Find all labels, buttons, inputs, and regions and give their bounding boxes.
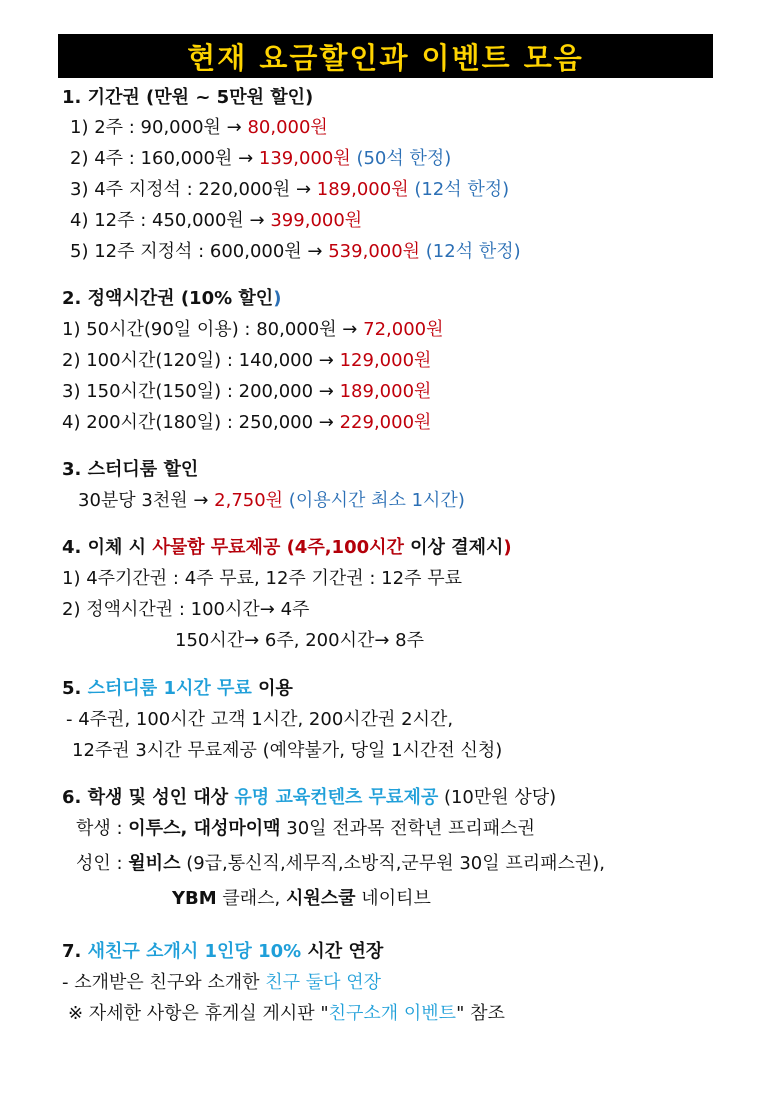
- s6-line3-rest: 네이티브: [355, 888, 431, 909]
- s6-adult-line: [76, 852, 605, 876]
- s6-line3-mid: 클래스,: [216, 888, 287, 909]
- s7-line-1: [62, 971, 381, 995]
- s2-item-1: [62, 318, 444, 342]
- s2-item-3: [62, 380, 431, 404]
- s7-line2-post: " 참조: [456, 1003, 505, 1024]
- section6-heading: [62, 786, 556, 810]
- s5-line-1: - 4주권, 100시간 고객 1시간, 200시간권 2시간,: [66, 709, 454, 730]
- s6-adult-rest: (9급,통신직,세무직,소방직,군무원 30일 프리패스권),: [180, 853, 606, 874]
- s5-heading-b: 스터디룸 1시간 무료: [87, 678, 252, 699]
- s7-heading-a: 7.: [62, 941, 88, 962]
- s2-item-4: [62, 411, 431, 435]
- s2-item-2: [62, 349, 431, 373]
- s1-item-5-note: (12석 한정): [420, 241, 521, 262]
- title-banner: [58, 34, 713, 78]
- section2-heading: [62, 287, 281, 311]
- s2-item-2-pre: 2) 100시간(120일) : 140,000 →: [62, 350, 340, 371]
- s2-item-1-pre: 1) 50시간(90일 이용) : 80,000원 →: [62, 319, 364, 340]
- s1-item-1: [70, 116, 328, 140]
- s4-line-3: 150시간→ 6주, 200시간→ 8주: [175, 630, 424, 651]
- s1-item-2-price: 139,000원: [258, 148, 351, 169]
- s6-line3-bold2: 시원스쿨: [286, 888, 356, 909]
- s6-adult-bold: 윌비스: [128, 853, 181, 874]
- s2-item-3-pre: 3) 150시간(150일) : 200,000 →: [62, 381, 340, 402]
- s3-line: [78, 489, 465, 513]
- s2-item-1-price: 72,000원: [363, 319, 444, 340]
- section5-heading: [62, 677, 293, 701]
- s5-heading-a: 5.: [62, 678, 88, 699]
- s6-heading-a: 6. 학생 및 성인 대상: [62, 787, 235, 808]
- s2-heading-text: 2. 정액시간권 (10% 할인: [62, 288, 274, 309]
- s1-item-2: [70, 147, 451, 171]
- s4-heading-c: 이상 결제시: [403, 537, 504, 558]
- s3-price: 2,750원: [214, 490, 284, 511]
- s1-item-3-price: 189,000원: [316, 179, 409, 200]
- s7-heading-c: 시간 연장: [301, 941, 384, 962]
- s1-item-5-pre: 5) 12주 지정석 : 600,000원 →: [70, 241, 329, 262]
- s6-student-bold: 이투스, 대성마이맥: [128, 818, 281, 839]
- section1-heading: 1. 기간권 (만원 ~ 5만원 할인): [62, 87, 314, 108]
- s4-heading-a: 4. 이체 시: [62, 537, 153, 558]
- s6-adult-label: 성인 :: [76, 853, 129, 874]
- s1-item-5: [70, 240, 521, 264]
- s7-line-2: [68, 1002, 505, 1026]
- s2-heading-paren: ): [273, 288, 282, 309]
- s2-item-4-pre: 4) 200시간(180일) : 250,000 →: [62, 412, 340, 433]
- s7-line2-blue: 친구소개 이벤트: [328, 1003, 457, 1024]
- s3-note: (이용시간 최소 1시간): [283, 490, 465, 511]
- s2-item-2-price: 129,000원: [339, 350, 432, 371]
- s6-student-line: [76, 817, 535, 841]
- s2-item-3-price: 189,000원: [339, 381, 432, 402]
- section3-heading: 3. 스터디룸 할인: [62, 459, 199, 480]
- s7-line1-pre: - 소개받은 친구와 소개한: [62, 972, 266, 993]
- s4-heading-b: 사물함 무료제공 (4주,100시간: [152, 537, 404, 558]
- s1-item-3-note: (12석 한정): [408, 179, 510, 200]
- s1-item-4: [70, 209, 362, 233]
- s1-item-2-note: (50석 한정): [350, 148, 452, 169]
- s4-line-1: 1) 4주기간권 : 4주 무료, 12주 기간권 : 12주 무료: [62, 568, 462, 589]
- s6-line-3: [172, 887, 431, 911]
- s7-line1-blue: 친구 둘다 연장: [265, 972, 382, 993]
- s4-heading-d: ): [503, 537, 512, 558]
- s3-pre: 30분당 3천원 →: [78, 490, 215, 511]
- s5-line-2: 12주권 3시간 무료제공 (예약불가, 당일 1시간전 신청): [72, 740, 503, 761]
- s1-item-3: [70, 178, 509, 202]
- s6-heading-c: (10만원 상당): [438, 787, 557, 808]
- s7-line2-pre: ※ 자세한 사항은 휴게실 게시판 ": [68, 1003, 329, 1024]
- s6-student-label: 학생 :: [76, 818, 129, 839]
- s4-line-2: 2) 정액시간권 : 100시간→ 4주: [62, 599, 310, 620]
- s1-item-4-pre: 4) 12주 : 450,000원 →: [70, 210, 271, 231]
- section7-heading: [62, 940, 383, 964]
- s1-item-1-price: 80,000원: [247, 117, 328, 138]
- s1-item-4-price: 399,000원: [270, 210, 363, 231]
- s6-student-rest: 30일 전과목 전학년 프리패스권: [280, 818, 535, 839]
- s6-heading-b: 유명 교육컨텐츠 무료제공: [234, 787, 439, 808]
- s1-item-2-pre: 2) 4주 : 160,000원 →: [70, 148, 259, 169]
- section4-heading: [62, 536, 512, 560]
- s6-line3-bold1: YBM: [172, 888, 217, 909]
- s7-heading-b: 새친구 소개시 1인당 10%: [87, 941, 302, 962]
- s1-item-1-pre: 1) 2주 : 90,000원 →: [70, 117, 248, 138]
- s2-item-4-price: 229,000원: [339, 412, 432, 433]
- s1-item-3-pre: 3) 4주 지정석 : 220,000원 →: [70, 179, 317, 200]
- page-title: 현재 요금할인과 이벤트 모음: [187, 40, 584, 75]
- s1-item-5-price: 539,000원: [328, 241, 421, 262]
- s5-heading-c: 이용: [251, 678, 293, 699]
